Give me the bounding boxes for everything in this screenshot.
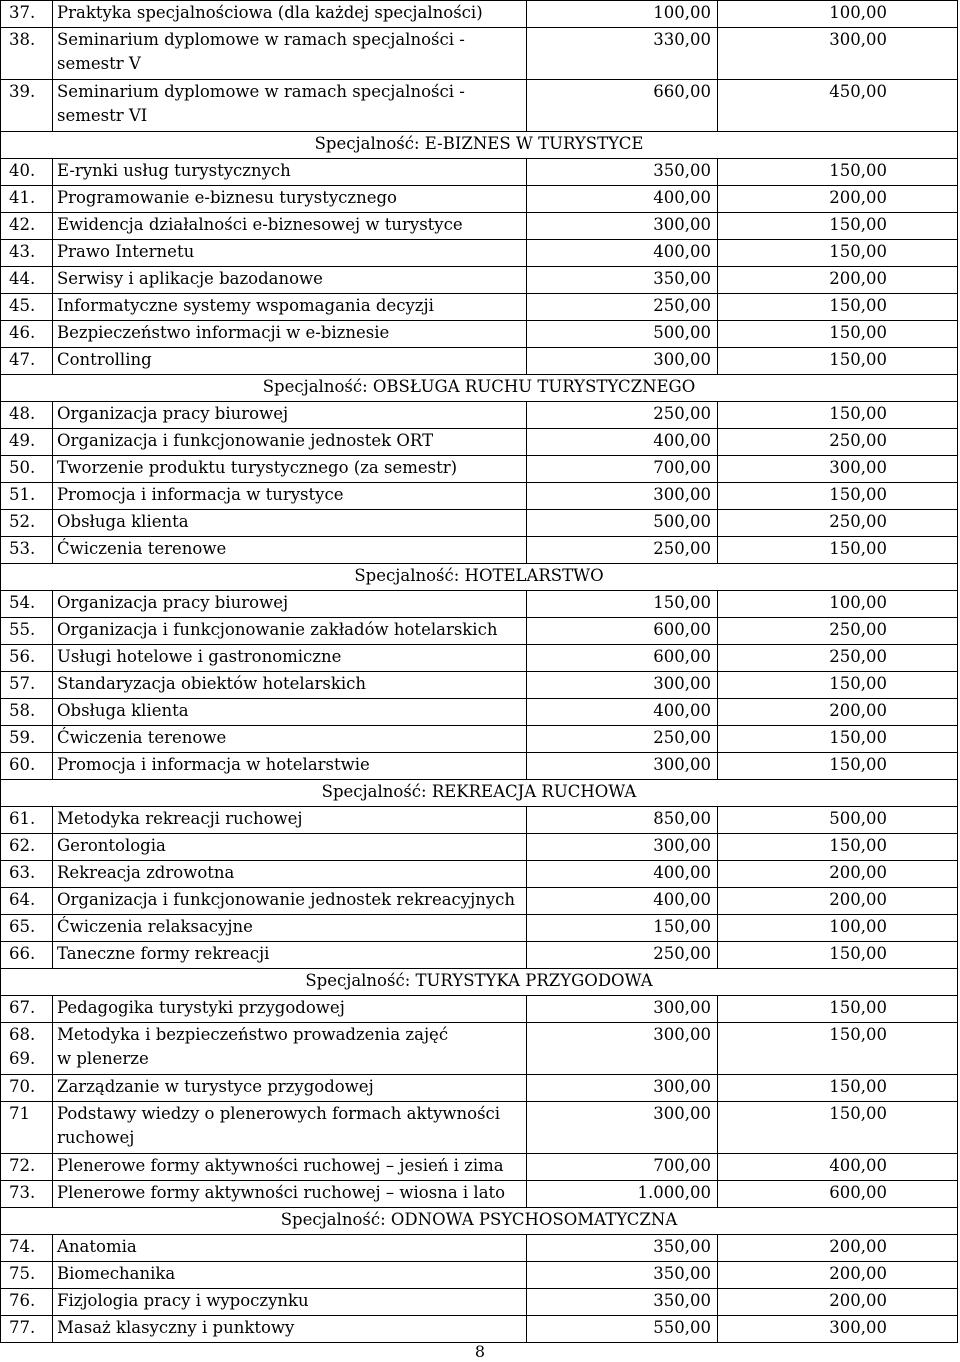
row-number: 71 bbox=[1, 1102, 53, 1154]
table-row bbox=[1, 510, 958, 537]
hours-value-2: 150,00 bbox=[718, 1023, 958, 1075]
row-number: 54. bbox=[1, 591, 53, 618]
hours-value-2: 150,00 bbox=[718, 996, 958, 1023]
row-number: 60. bbox=[1, 753, 53, 780]
table-row bbox=[1, 159, 958, 186]
hours-value-1: 500,00 bbox=[527, 510, 718, 537]
section-title: Specjalność: TURYSTYKA PRZYGODOWA bbox=[1, 969, 958, 996]
table-row bbox=[1, 861, 958, 888]
hours-value-2: 150,00 bbox=[718, 834, 958, 861]
row-number: 63. bbox=[1, 861, 53, 888]
table-row bbox=[1, 348, 958, 375]
row-number: 75. bbox=[1, 1262, 53, 1289]
subject-name: Seminarium dyplomowe w ramach specjalności - semestr V bbox=[53, 28, 527, 80]
hours-value-2: 400,00 bbox=[718, 1154, 958, 1181]
hours-value-2: 150,00 bbox=[718, 942, 958, 969]
hours-value-2: 150,00 bbox=[718, 726, 958, 753]
hours-value-2: 100,00 bbox=[718, 915, 958, 942]
table-row bbox=[1, 996, 958, 1023]
table-row bbox=[1, 213, 958, 240]
subject-name: Seminarium dyplomowe w ramach specjalności - semestr VI bbox=[53, 80, 527, 132]
table-row bbox=[1, 1235, 958, 1262]
table-row bbox=[1, 726, 958, 753]
subject-name: Metodyka rekreacji ruchowej bbox=[53, 807, 527, 834]
table-row bbox=[1, 618, 958, 645]
hours-value-2: 150,00 bbox=[718, 402, 958, 429]
subject-name: Ćwiczenia relaksacyjne bbox=[53, 915, 527, 942]
hours-value-1: 150,00 bbox=[527, 915, 718, 942]
table-row bbox=[1, 483, 958, 510]
table-row bbox=[1, 1154, 958, 1181]
table-row bbox=[1, 402, 958, 429]
table-row bbox=[1, 1316, 958, 1343]
hours-value-2: 300,00 bbox=[718, 456, 958, 483]
table-row bbox=[1, 186, 958, 213]
subject-name: Promocja i informacja w turystyce bbox=[53, 483, 527, 510]
hours-value-1: 350,00 bbox=[527, 1262, 718, 1289]
hours-value-1: 400,00 bbox=[527, 429, 718, 456]
hours-value-1: 400,00 bbox=[527, 699, 718, 726]
hours-value-1: 500,00 bbox=[527, 321, 718, 348]
hours-value-1: 350,00 bbox=[527, 267, 718, 294]
row-number: 53. bbox=[1, 537, 53, 564]
hours-value-2: 150,00 bbox=[718, 321, 958, 348]
subject-name: Usługi hotelowe i gastronomiczne bbox=[53, 645, 527, 672]
table-row bbox=[1, 1102, 958, 1154]
hours-value-1: 300,00 bbox=[527, 1023, 718, 1075]
section-title: Specjalność: REKREACJA RUCHOWA bbox=[1, 780, 958, 807]
table-row bbox=[1, 591, 958, 618]
subject-name: Programowanie e-biznesu turystycznego bbox=[53, 186, 527, 213]
subject-name: Obsługa klienta bbox=[53, 699, 527, 726]
table-row bbox=[1, 1289, 958, 1316]
subject-name: Zarządzanie w turystyce przygodowej bbox=[53, 1075, 527, 1102]
hours-value-2: 200,00 bbox=[718, 1262, 958, 1289]
hours-value-1: 400,00 bbox=[527, 240, 718, 267]
row-number: 49. bbox=[1, 429, 53, 456]
hours-value-1: 850,00 bbox=[527, 807, 718, 834]
table-row bbox=[1, 80, 958, 132]
table-row bbox=[1, 240, 958, 267]
hours-value-1: 600,00 bbox=[527, 618, 718, 645]
section-header-row bbox=[1, 780, 958, 807]
table-row bbox=[1, 1075, 958, 1102]
row-number: 50. bbox=[1, 456, 53, 483]
row-number: 43. bbox=[1, 240, 53, 267]
hours-value-1: 250,00 bbox=[527, 294, 718, 321]
row-number: 61. bbox=[1, 807, 53, 834]
subject-name: Prawo Internetu bbox=[53, 240, 527, 267]
subject-name: Biomechanika bbox=[53, 1262, 527, 1289]
subject-name: Organizacja pracy biurowej bbox=[53, 402, 527, 429]
hours-value-2: 500,00 bbox=[718, 807, 958, 834]
hours-value-2: 100,00 bbox=[718, 591, 958, 618]
subject-name: Promocja i informacja w hotelarstwie bbox=[53, 753, 527, 780]
hours-value-1: 250,00 bbox=[527, 726, 718, 753]
hours-value-1: 100,00 bbox=[527, 1, 718, 28]
hours-value-1: 250,00 bbox=[527, 402, 718, 429]
hours-value-2: 300,00 bbox=[718, 1316, 958, 1343]
row-number: 52. bbox=[1, 510, 53, 537]
row-number: 47. bbox=[1, 348, 53, 375]
subject-name: Plenerowe formy aktywności ruchowej – jesień i zima bbox=[53, 1154, 527, 1181]
subject-name: Ćwiczenia terenowe bbox=[53, 726, 527, 753]
subject-name: Tworzenie produktu turystycznego (za semestr) bbox=[53, 456, 527, 483]
hours-value-2: 150,00 bbox=[718, 213, 958, 240]
subject-name: Informatyczne systemy wspomagania decyzji bbox=[53, 294, 527, 321]
hours-value-2: 200,00 bbox=[718, 267, 958, 294]
table-row bbox=[1, 456, 958, 483]
hours-value-1: 300,00 bbox=[527, 996, 718, 1023]
hours-value-1: 250,00 bbox=[527, 942, 718, 969]
row-number: 67. bbox=[1, 996, 53, 1023]
hours-value-1: 300,00 bbox=[527, 1102, 718, 1154]
subject-name: Organizacja pracy biurowej bbox=[53, 591, 527, 618]
table-row bbox=[1, 915, 958, 942]
subject-name: Bezpieczeństwo informacji w e-biznesie bbox=[53, 321, 527, 348]
table-row bbox=[1, 699, 958, 726]
hours-value-1: 400,00 bbox=[527, 861, 718, 888]
row-number: 59. bbox=[1, 726, 53, 753]
row-number: 45. bbox=[1, 294, 53, 321]
subject-name: Organizacja i funkcjonowanie jednostek ORT bbox=[53, 429, 527, 456]
table-row bbox=[1, 807, 958, 834]
page-number: 8 bbox=[474, 1342, 486, 1361]
row-number: 39. bbox=[1, 80, 53, 132]
hours-value-2: 150,00 bbox=[718, 348, 958, 375]
table-row bbox=[1, 888, 958, 915]
table-row bbox=[1, 834, 958, 861]
section-title: Specjalność: HOTELARSTWO bbox=[1, 564, 958, 591]
subject-name: Fizjologia pracy i wypoczynku bbox=[53, 1289, 527, 1316]
hours-value-1: 330,00 bbox=[527, 28, 718, 80]
hours-value-2: 150,00 bbox=[718, 537, 958, 564]
hours-value-1: 350,00 bbox=[527, 1235, 718, 1262]
table-row bbox=[1, 942, 958, 969]
hours-value-1: 700,00 bbox=[527, 1154, 718, 1181]
hours-value-2: 250,00 bbox=[718, 618, 958, 645]
hours-value-1: 300,00 bbox=[527, 753, 718, 780]
section-title: Specjalność: OBSŁUGA RUCHU TURYSTYCZNEGO bbox=[1, 375, 958, 402]
row-number: 37. bbox=[1, 1, 53, 28]
section-header-row bbox=[1, 132, 958, 159]
hours-value-1: 400,00 bbox=[527, 186, 718, 213]
hours-value-1: 300,00 bbox=[527, 834, 718, 861]
row-number: 58. bbox=[1, 699, 53, 726]
hours-value-2: 200,00 bbox=[718, 699, 958, 726]
hours-value-2: 150,00 bbox=[718, 753, 958, 780]
subject-name: Obsługa klienta bbox=[53, 510, 527, 537]
section-title: Specjalność: ODNOWA PSYCHOSOMATYCZNA bbox=[1, 1208, 958, 1235]
row-number: 51. bbox=[1, 483, 53, 510]
section-header-row bbox=[1, 375, 958, 402]
row-number: 74. bbox=[1, 1235, 53, 1262]
hours-value-2: 150,00 bbox=[718, 240, 958, 267]
table-row bbox=[1, 1262, 958, 1289]
subject-name: Serwisy i aplikacje bazodanowe bbox=[53, 267, 527, 294]
table-row bbox=[1, 1181, 958, 1208]
row-number: 77. bbox=[1, 1316, 53, 1343]
table-row bbox=[1, 1, 958, 28]
row-number: 68. 69. bbox=[1, 1023, 53, 1075]
section-header-row bbox=[1, 564, 958, 591]
hours-value-1: 1.000,00 bbox=[527, 1181, 718, 1208]
hours-value-1: 600,00 bbox=[527, 645, 718, 672]
section-title: Specjalność: E-BIZNES W TURYSTYCE bbox=[1, 132, 958, 159]
row-number: 73. bbox=[1, 1181, 53, 1208]
hours-value-1: 250,00 bbox=[527, 537, 718, 564]
table-row bbox=[1, 537, 958, 564]
hours-value-2: 200,00 bbox=[718, 1289, 958, 1316]
hours-table-body bbox=[1, 1, 958, 1343]
subject-name: Plenerowe formy aktywności ruchowej – wiosna i lato bbox=[53, 1181, 527, 1208]
row-number: 42. bbox=[1, 213, 53, 240]
table-row bbox=[1, 1023, 958, 1075]
row-number: 62. bbox=[1, 834, 53, 861]
row-number: 48. bbox=[1, 402, 53, 429]
hours-value-1: 660,00 bbox=[527, 80, 718, 132]
row-number: 65. bbox=[1, 915, 53, 942]
row-number: 76. bbox=[1, 1289, 53, 1316]
subject-name: Ćwiczenia terenowe bbox=[53, 537, 527, 564]
hours-value-2: 250,00 bbox=[718, 510, 958, 537]
hours-value-1: 300,00 bbox=[527, 483, 718, 510]
hours-value-2: 450,00 bbox=[718, 80, 958, 132]
hours-value-1: 300,00 bbox=[527, 672, 718, 699]
section-header-row bbox=[1, 969, 958, 996]
hours-value-2: 150,00 bbox=[718, 672, 958, 699]
subject-name: Rekreacja zdrowotna bbox=[53, 861, 527, 888]
table-row bbox=[1, 267, 958, 294]
hours-value-2: 150,00 bbox=[718, 159, 958, 186]
row-number: 72. bbox=[1, 1154, 53, 1181]
table-row bbox=[1, 321, 958, 348]
subject-name: Praktyka specjalnościowa (dla każdej specjalności) bbox=[53, 1, 527, 28]
row-number: 38. bbox=[1, 28, 53, 80]
hours-value-2: 250,00 bbox=[718, 429, 958, 456]
table-row bbox=[1, 294, 958, 321]
row-number: 41. bbox=[1, 186, 53, 213]
subject-name: Podstawy wiedzy o plenerowych formach aktywności ruchowej bbox=[53, 1102, 527, 1154]
hours-value-2: 600,00 bbox=[718, 1181, 958, 1208]
section-header-row bbox=[1, 1208, 958, 1235]
hours-value-1: 550,00 bbox=[527, 1316, 718, 1343]
subject-name: Metodyka i bezpieczeństwo prowadzenia zajęć w plenerze bbox=[53, 1023, 527, 1075]
table-row bbox=[1, 645, 958, 672]
row-number: 55. bbox=[1, 618, 53, 645]
subject-name: Gerontologia bbox=[53, 834, 527, 861]
subject-name: Organizacja i funkcjonowanie jednostek rekreacyjnych bbox=[53, 888, 527, 915]
hours-value-1: 350,00 bbox=[527, 1289, 718, 1316]
hours-value-1: 400,00 bbox=[527, 888, 718, 915]
row-number: 40. bbox=[1, 159, 53, 186]
hours-value-2: 250,00 bbox=[718, 645, 958, 672]
hours-value-2: 150,00 bbox=[718, 1075, 958, 1102]
hours-value-2: 200,00 bbox=[718, 1235, 958, 1262]
subject-name: Masaż klasyczny i punktowy bbox=[53, 1316, 527, 1343]
hours-value-1: 300,00 bbox=[527, 213, 718, 240]
hours-value-2: 200,00 bbox=[718, 186, 958, 213]
hours-value-1: 700,00 bbox=[527, 456, 718, 483]
row-number: 44. bbox=[1, 267, 53, 294]
hours-value-2: 200,00 bbox=[718, 861, 958, 888]
row-number: 46. bbox=[1, 321, 53, 348]
subject-name: Ewidencja działalności e-biznesowej w turystyce bbox=[53, 213, 527, 240]
subject-name: Standaryzacja obiektów hotelarskich bbox=[53, 672, 527, 699]
hours-value-2: 200,00 bbox=[718, 888, 958, 915]
table-row bbox=[1, 429, 958, 456]
table-row bbox=[1, 753, 958, 780]
row-number: 64. bbox=[1, 888, 53, 915]
hours-value-2: 150,00 bbox=[718, 483, 958, 510]
subject-name: Taneczne formy rekreacji bbox=[53, 942, 527, 969]
row-number: 57. bbox=[1, 672, 53, 699]
hours-value-2: 150,00 bbox=[718, 294, 958, 321]
hours-value-1: 300,00 bbox=[527, 348, 718, 375]
subject-name: Controlling bbox=[53, 348, 527, 375]
hours-value-1: 350,00 bbox=[527, 159, 718, 186]
hours-value-1: 300,00 bbox=[527, 1075, 718, 1102]
hours-value-2: 300,00 bbox=[718, 28, 958, 80]
hours-value-2: 150,00 bbox=[718, 1102, 958, 1154]
hours-value-2: 100,00 bbox=[718, 1, 958, 28]
table-row bbox=[1, 28, 958, 80]
table-row bbox=[1, 672, 958, 699]
hours-value-1: 150,00 bbox=[527, 591, 718, 618]
row-number: 56. bbox=[1, 645, 53, 672]
row-number: 66. bbox=[1, 942, 53, 969]
subject-name: E-rynki usług turystycznych bbox=[53, 159, 527, 186]
subject-name: Anatomia bbox=[53, 1235, 527, 1262]
subject-name: Pedagogika turystyki przygodowej bbox=[53, 996, 527, 1023]
row-number: 70. bbox=[1, 1075, 53, 1102]
subject-name: Organizacja i funkcjonowanie zakładów hotelarskich bbox=[53, 618, 527, 645]
